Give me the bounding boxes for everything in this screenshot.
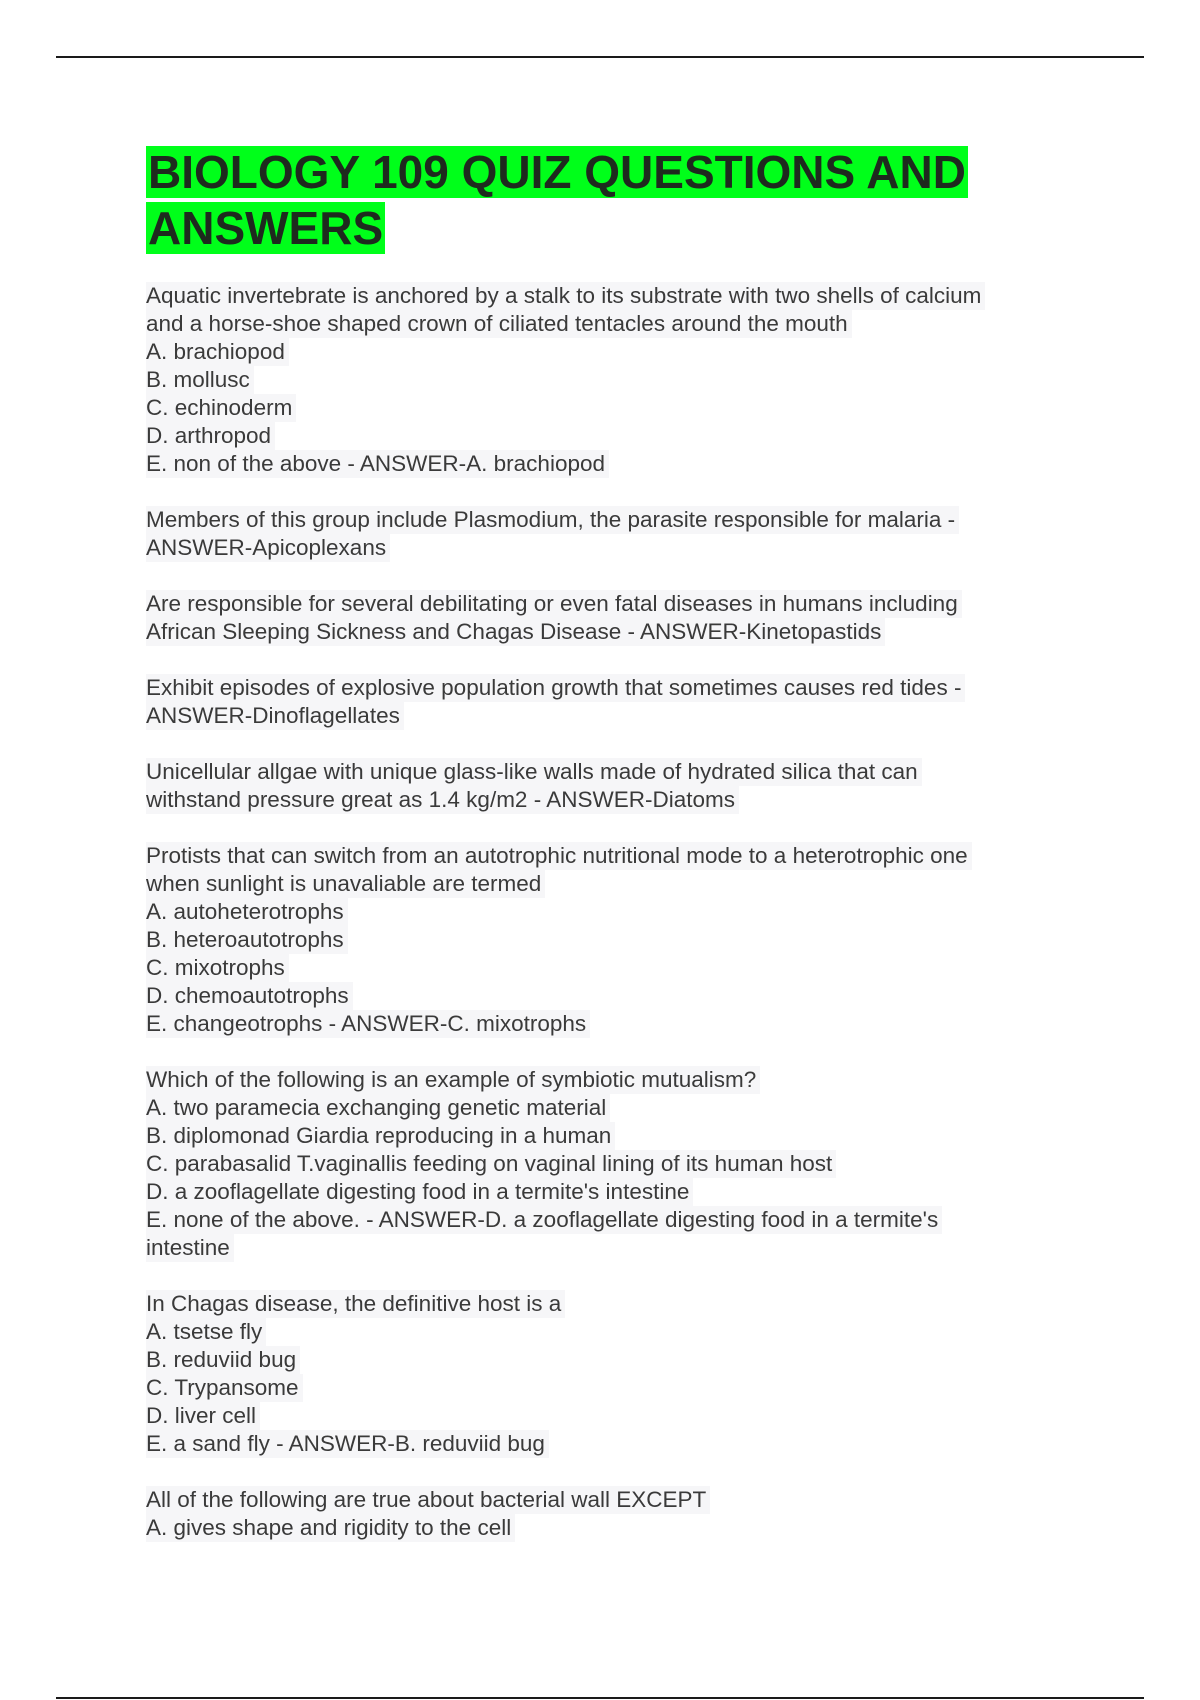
question-line: In Chagas disease, the definitive host is a	[146, 1290, 565, 1318]
question-line: A. autoheterotrophs	[146, 898, 348, 926]
question-block	[146, 282, 1066, 478]
question-block	[146, 1486, 1066, 1542]
question-line: C. echinoderm	[146, 394, 296, 422]
question-line: Members of this group include Plasmodium, the parasite responsible for malaria -	[146, 506, 959, 534]
question-line: D. chemoautotrophs	[146, 982, 353, 1010]
question-line: A. gives shape and rigidity to the cell	[146, 1514, 515, 1542]
question-line: Aquatic invertebrate is anchored by a stalk to its substrate with two shells of calcium	[146, 282, 985, 310]
page-title	[146, 144, 1066, 256]
question-list	[146, 282, 1066, 1542]
title-highlight: BIOLOGY 109 QUIZ QUESTIONS AND ANSWERS	[148, 146, 966, 254]
question-block	[146, 842, 1066, 1038]
question-line: B. heteroautotrophs	[146, 926, 348, 954]
question-line: D. arthropod	[146, 422, 275, 450]
question-line: A. tsetse fly	[146, 1318, 266, 1346]
question-block	[146, 590, 1066, 646]
question-line: A. brachiopod	[146, 338, 289, 366]
question-line: intestine	[146, 1234, 234, 1262]
question-block	[146, 506, 1066, 562]
question-line: Are responsible for several debilitating or even fatal diseases in humans including	[146, 590, 962, 618]
question-line: Protists that can switch from an autotrophic nutritional mode to a heterotrophic one	[146, 842, 972, 870]
question-line: African Sleeping Sickness and Chagas Disease - ANSWER-Kinetopastids	[146, 618, 885, 646]
question-block	[146, 1290, 1066, 1458]
question-block	[146, 674, 1066, 730]
question-line: ANSWER-Dinoflagellates	[146, 702, 404, 730]
question-line: All of the following are true about bacterial wall EXCEPT	[146, 1486, 710, 1514]
question-line: withstand pressure great as 1.4 kg/m2 - ANSWER-Diatoms	[146, 786, 739, 814]
question-line: E. none of the above. - ANSWER-D. a zooflagellate digesting food in a termite's	[146, 1206, 942, 1234]
question-line: E. non of the above - ANSWER-A. brachiopod	[146, 450, 609, 478]
question-line: Exhibit episodes of explosive population growth that sometimes causes red tides -	[146, 674, 965, 702]
question-line: ANSWER-Apicoplexans	[146, 534, 390, 562]
document-body	[146, 144, 1066, 1570]
question-line: B. diplomonad Giardia reproducing in a human	[146, 1122, 615, 1150]
question-line: C. parabasalid T.vaginallis feeding on vaginal lining of its human host	[146, 1150, 836, 1178]
question-block	[146, 758, 1066, 814]
question-line: and a horse-shoe shaped crown of ciliated tentacles around the mouth	[146, 310, 852, 338]
question-line: C. mixotrophs	[146, 954, 289, 982]
question-line: D. a zooflagellate digesting food in a termite's intestine	[146, 1178, 693, 1206]
question-line: A. two paramecia exchanging genetic material	[146, 1094, 610, 1122]
question-line: E. a sand fly - ANSWER-B. reduviid bug	[146, 1430, 549, 1458]
question-line: E. changeotrophs - ANSWER-C. mixotrophs	[146, 1010, 590, 1038]
question-line: when sunlight is unavaliable are termed	[146, 870, 545, 898]
top-rule	[56, 56, 1144, 58]
question-block	[146, 1066, 1066, 1262]
bottom-rule	[56, 1697, 1144, 1699]
question-line: C. Trypansome	[146, 1374, 303, 1402]
question-line: Unicellular allgae with unique glass-like walls made of hydrated silica that can	[146, 758, 922, 786]
question-line: B. mollusc	[146, 366, 254, 394]
question-line: Which of the following is an example of symbiotic mutualism?	[146, 1066, 760, 1094]
question-line: D. liver cell	[146, 1402, 260, 1430]
question-line: B. reduviid bug	[146, 1346, 300, 1374]
